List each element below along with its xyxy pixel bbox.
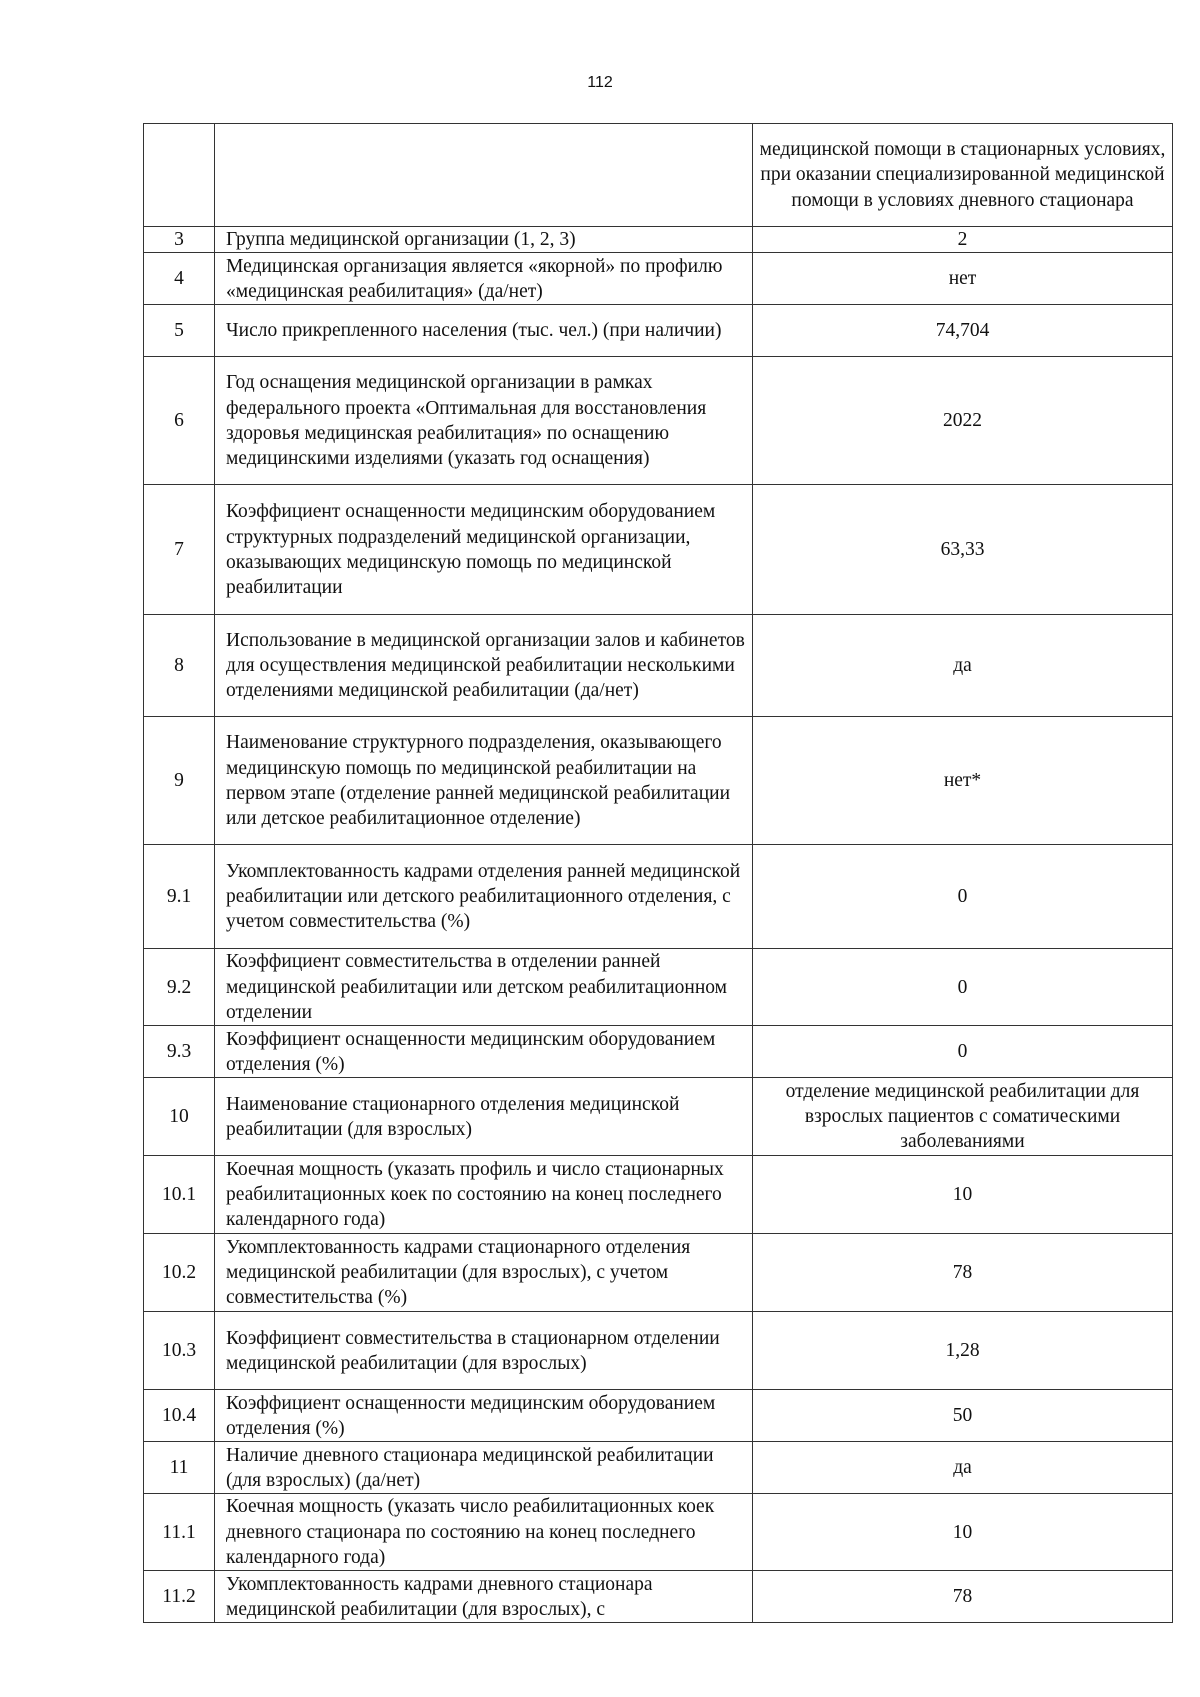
- table-row: [144, 485, 1173, 615]
- value-cell: да: [753, 615, 1173, 717]
- indicator-cell: Коечная мощность (указать профиль и число стационарных реабилитационных коек по состоянию на конец последнего календарного года): [215, 1156, 753, 1234]
- table-row: [144, 1390, 1173, 1442]
- value-cell: медицинской помощи в стационарных условиях, при оказании специализированной медицинской помощи в условиях дневного стационара: [753, 124, 1173, 227]
- row-number-cell: 9.2: [144, 949, 215, 1026]
- value-cell: 2: [753, 227, 1173, 253]
- row-number-cell: 5: [144, 305, 215, 357]
- table-row: [144, 1078, 1173, 1156]
- value-cell: 78: [753, 1571, 1173, 1623]
- indicator-cell: Группа медицинской организации (1, 2, 3): [215, 227, 753, 253]
- indicator-cell: Год оснащения медицинской организации в рамках федерального проекта «Оптимальная для восстановления здоровья медицинская реабилитация» по оснащению медицинскими изделиями (указать год оснащения): [215, 357, 753, 485]
- row-number-cell: 6: [144, 357, 215, 485]
- indicator-cell: [215, 124, 753, 227]
- table-row: [144, 357, 1173, 485]
- indicator-cell: Наименование структурного подразделения, оказывающего медицинскую помощь по медицинской реабилитации на первом этапе (отделение ранней медицинской реабилитации или детское реабилитационное отделение): [215, 717, 753, 845]
- indicator-cell: Укомплектованность кадрами отделения ранней медицинской реабилитации или детского реабилитационного отделения, с учетом совместительства (%): [215, 845, 753, 949]
- table-row: [144, 124, 1173, 227]
- value-cell: 78: [753, 1234, 1173, 1312]
- row-number-cell: 10.4: [144, 1390, 215, 1442]
- value-cell: отделение медицинской реабилитации для взрослых пациентов с соматическими заболеваниями: [753, 1078, 1173, 1156]
- table-row: [144, 1571, 1173, 1623]
- table-row: [144, 615, 1173, 717]
- table-row: [144, 717, 1173, 845]
- value-cell: да: [753, 1442, 1173, 1494]
- indicator-cell: Коэффициент совместительства в отделении ранней медицинской реабилитации или детском реабилитационном отделении: [215, 949, 753, 1026]
- row-number-cell: 11.1: [144, 1494, 215, 1571]
- row-number-cell: 4: [144, 253, 215, 305]
- value-cell: 10: [753, 1494, 1173, 1571]
- row-number-cell: 7: [144, 485, 215, 615]
- value-cell: 63,33: [753, 485, 1173, 615]
- table-row: [144, 1312, 1173, 1390]
- indicator-cell: Медицинская организация является «якорной» по профилю «медицинская реабилитация» (да/нет): [215, 253, 753, 305]
- row-number-cell: 11.2: [144, 1571, 215, 1623]
- row-number-cell: 9.1: [144, 845, 215, 949]
- value-cell: 2022: [753, 357, 1173, 485]
- table-row: [144, 845, 1173, 949]
- value-cell: 74,704: [753, 305, 1173, 357]
- row-number-cell: 8: [144, 615, 215, 717]
- indicator-cell: Наличие дневного стационара медицинской реабилитации (для взрослых) (да/нет): [215, 1442, 753, 1494]
- indicator-cell: Укомплектованность кадрами стационарного отделения медицинской реабилитации (для взрослых), с учетом совместительства (%): [215, 1234, 753, 1312]
- indicator-cell: Коэффициент оснащенности медицинским оборудованием отделения (%): [215, 1026, 753, 1078]
- page-number: 112: [587, 74, 613, 91]
- rehabilitation-table: [143, 123, 1173, 1623]
- indicator-cell: Коэффициент совместительства в стационарном отделении медицинской реабилитации (для взрослых): [215, 1312, 753, 1390]
- row-number-cell: 10.2: [144, 1234, 215, 1312]
- value-cell: 0: [753, 949, 1173, 1026]
- indicator-cell: Коэффициент оснащенности медицинским оборудованием отделения (%): [215, 1390, 753, 1442]
- table-row: [144, 1494, 1173, 1571]
- table-row: [144, 253, 1173, 305]
- value-cell: 0: [753, 1026, 1173, 1078]
- value-cell: 0: [753, 845, 1173, 949]
- indicator-cell: Коэффициент оснащенности медицинским оборудованием структурных подразделений медицинской организации, оказывающих медицинскую помощь по медицинской реабилитации: [215, 485, 753, 615]
- row-number-cell: 10.1: [144, 1156, 215, 1234]
- row-number-cell: 10.3: [144, 1312, 215, 1390]
- indicator-cell: Коечная мощность (указать число реабилитационных коек дневного стационара по состоянию на конец последнего календарного года): [215, 1494, 753, 1571]
- indicator-cell: Использование в медицинской организации залов и кабинетов для осуществления медицинской реабилитации несколькими отделениями медицинской реабилитации (да/нет): [215, 615, 753, 717]
- table-row: [144, 1156, 1173, 1234]
- value-cell: 1,28: [753, 1312, 1173, 1390]
- row-number-cell: 11: [144, 1442, 215, 1494]
- row-number-cell: 9: [144, 717, 215, 845]
- table-row: [144, 1442, 1173, 1494]
- row-number-cell: [144, 124, 215, 227]
- value-cell: нет*: [753, 717, 1173, 845]
- indicator-cell: Укомплектованность кадрами дневного стационара медицинской реабилитации (для взрослых), с: [215, 1571, 753, 1623]
- table-row: [144, 227, 1173, 253]
- table-row: [144, 1026, 1173, 1078]
- value-cell: 50: [753, 1390, 1173, 1442]
- row-number-cell: 10: [144, 1078, 215, 1156]
- table-row: [144, 1234, 1173, 1312]
- table-row: [144, 949, 1173, 1026]
- value-cell: 10: [753, 1156, 1173, 1234]
- table-row: [144, 305, 1173, 357]
- row-number-cell: 9.3: [144, 1026, 215, 1078]
- indicator-cell: Наименование стационарного отделения медицинской реабилитации (для взрослых): [215, 1078, 753, 1156]
- row-number-cell: 3: [144, 227, 215, 253]
- value-cell: нет: [753, 253, 1173, 305]
- indicator-cell: Число прикрепленного населения (тыс. чел.) (при наличии): [215, 305, 753, 357]
